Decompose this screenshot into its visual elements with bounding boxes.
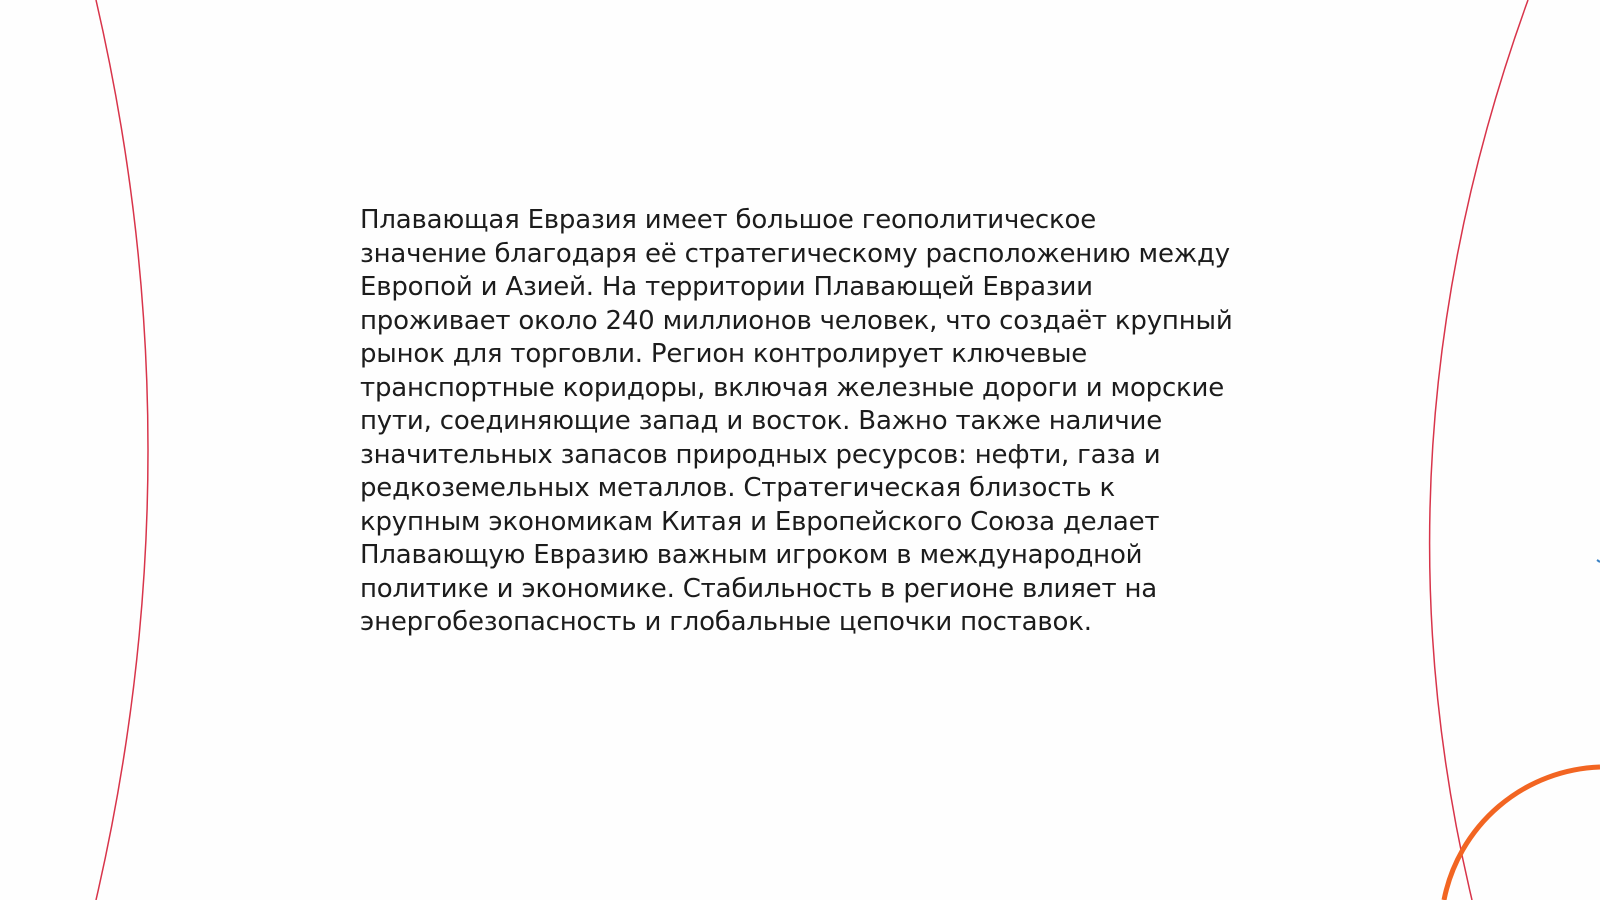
body-paragraph	[360, 204, 1260, 640]
paragraph-line: значительных запасов природных ресурсов: нефти, газа и	[360, 439, 1161, 470]
paragraph-line: проживает около 240 миллионов человек, что создаёт крупный	[360, 305, 1233, 336]
paragraph-line: энергобезопасность и глобальные цепочки поставок.	[360, 607, 1092, 637]
paragraph-line: рынок для торговли. Регион контролирует ключевые	[360, 339, 1088, 369]
paragraph-line: Плавающую Евразию важным игроком в международной	[360, 540, 1143, 570]
paragraph-line: крупным экономикам Китая и Европейского Союза делает	[360, 506, 1160, 537]
paragraph-line: Плавающая Евразия имеет большое геополитическое	[360, 205, 1097, 235]
right-arc-line	[1430, 0, 1528, 900]
paragraph-line: редкоземельных металлов. Стратегическая близость к	[360, 473, 1115, 503]
paragraph-line: политике и экономике. Стабильность в регионе влияет на	[360, 573, 1157, 604]
paragraph-line: транспортные коридоры, включая железные дороги и морские	[360, 372, 1225, 403]
left-arc-line	[96, 0, 148, 900]
paragraph-line: Европой и Азией. На территории Плавающей Евразии	[360, 272, 1093, 302]
paragraph-line: значение благодаря её стратегическому расположению между	[360, 238, 1230, 269]
paragraph-line: пути, соединяющие запад и восток. Важно также наличие	[360, 406, 1163, 436]
